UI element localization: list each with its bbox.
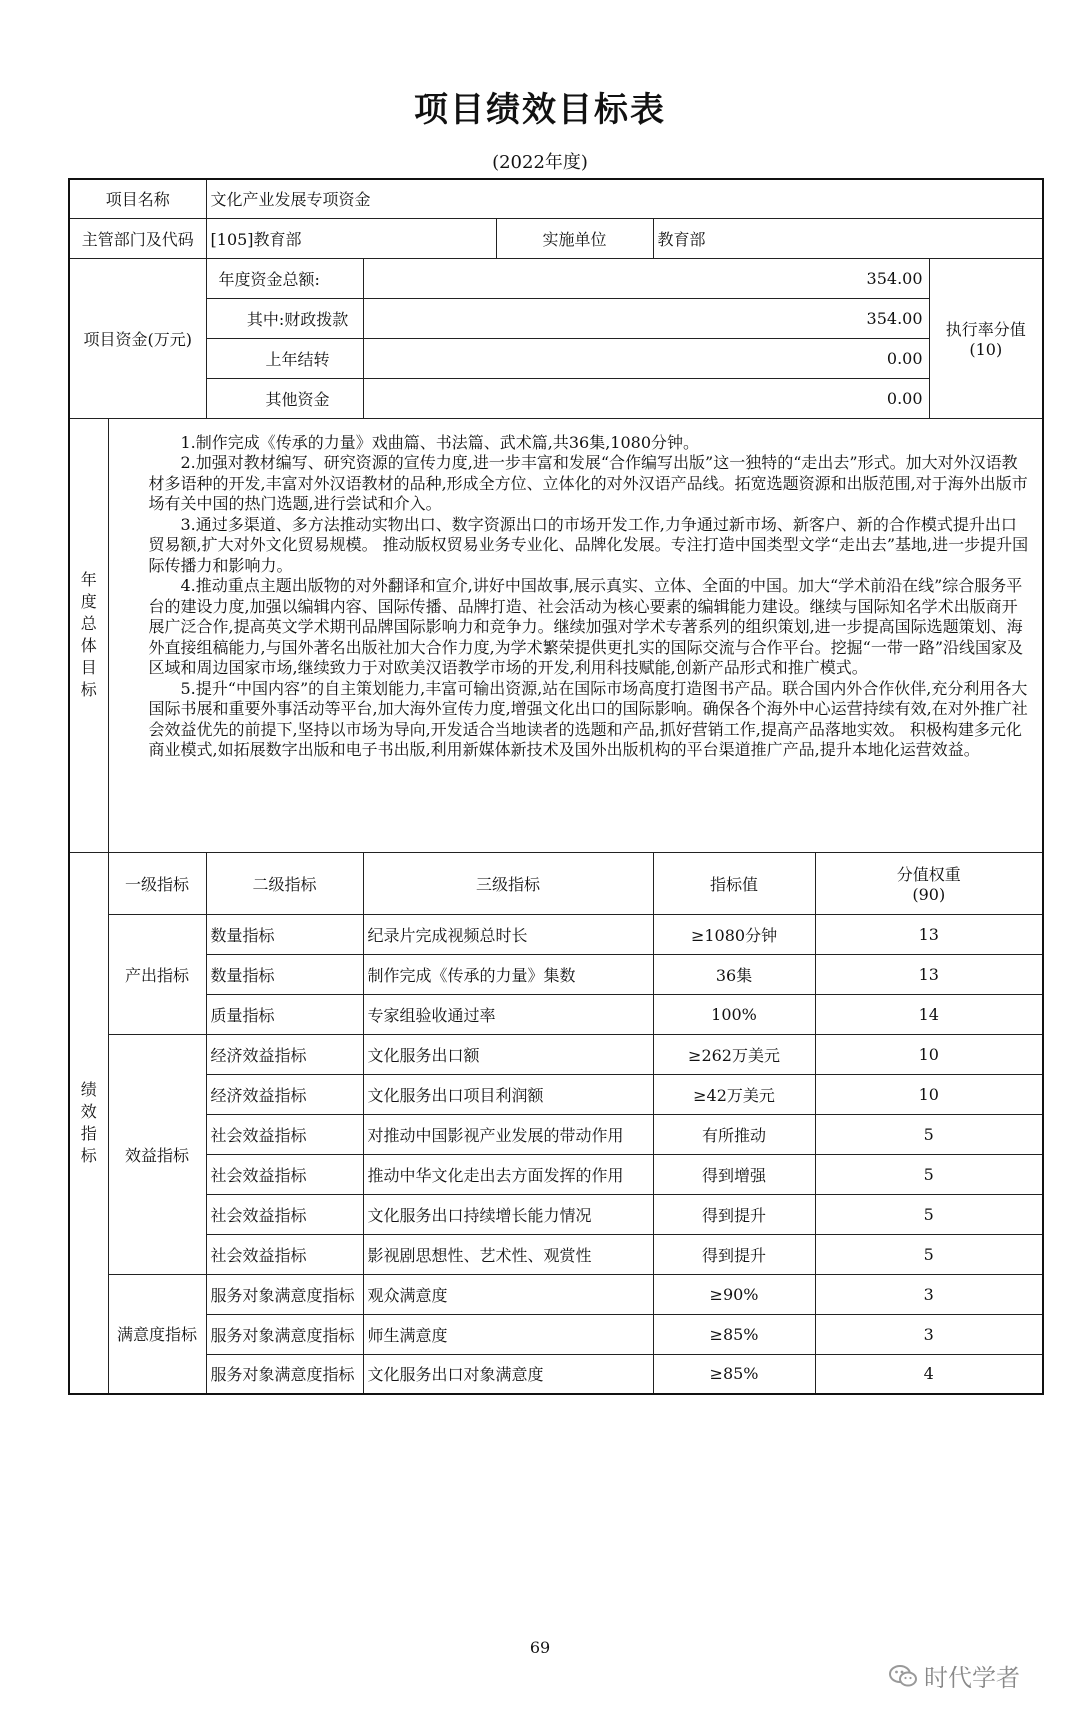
project-name-label: 项目名称: [69, 179, 206, 218]
header-weight-label: 分值权重: [896, 865, 961, 884]
level3-cell: 对推动中国影视产业发展的带动作用: [363, 1114, 653, 1154]
level3-cell: 影视剧思想性、艺术性、观赏性: [363, 1234, 653, 1274]
table-row: [69, 1354, 1043, 1394]
level2-cell: 经济效益指标: [206, 1034, 363, 1074]
level2-cell: 社会效益指标: [206, 1194, 363, 1234]
value-cell: 得到提升: [653, 1234, 815, 1274]
implementer-value: 教育部: [653, 218, 1043, 258]
level2-cell: 社会效益指标: [206, 1234, 363, 1274]
weight-cell: 5: [815, 1234, 1043, 1274]
weight-cell: 5: [815, 1154, 1043, 1194]
weight-cell: 10: [815, 1074, 1043, 1114]
funds-total-label: 年度资金总额:: [206, 258, 363, 298]
level3-cell: 文化服务出口对象满意度: [363, 1354, 653, 1394]
department-row: [69, 218, 1043, 258]
table-row: [69, 1194, 1043, 1234]
level2-cell: 社会效益指标: [206, 1114, 363, 1154]
table-row: [69, 1074, 1043, 1114]
level3-cell: 文化服务出口持续增长能力情况: [363, 1194, 653, 1234]
goal-paragraph: 5.提升“中国内容”的自主策划能力,丰富可输出资源,站在国际市场高度打造图书产品。联合国内外合作伙伴,充分利用各大国际书展和重要外事活动等平台,加大海外宣传力度,增强文化出口的国际影响。确保各个海外中心运营持续有效,在对外推广社会效益优先的前提下,坚持以市场为导向,开发适合当地读者的选题和产品,抓好营销工作,提高产品落地实效。 积极构建多元化商业模式,如拓展数字出版和电子书出版,利用新媒体新技术及国外出版机构的平台渠道推广产品,提升本地化运营效益。: [148, 678, 1028, 759]
fiscal-year: (2022年度): [492, 152, 588, 173]
value-cell: 有所推动: [653, 1114, 815, 1154]
funds-fiscal-label: 其中:财政拨款: [206, 298, 363, 338]
level3-cell: 制作完成《传承的力量》集数: [363, 954, 653, 994]
table-row: [69, 1114, 1043, 1154]
funds-fiscal-value: 354.00: [363, 298, 929, 338]
level1-satisfaction: 满意度指标: [108, 1274, 206, 1394]
value-cell: 100%: [653, 994, 815, 1034]
header-weight-total: (90): [912, 885, 946, 904]
value-cell: ≥42万美元: [653, 1074, 815, 1114]
level3-cell: 推动中华文化走出去方面发挥的作用: [363, 1154, 653, 1194]
goal-paragraph: 2.加强对教材编写、研究资源的宣传力度,进一步丰富和发展“合作编写出版”这一独特的“走出去”形式。加大对外汉语教材多语种的开发,丰富对外汉语教材的品种,形成全方位、立体化的对外汉语产品线。拓宽选题资源和出版范围,对于海外出版市场有关中国的热门选题,进行尝试和介入。: [148, 453, 1028, 513]
weight-cell: 5: [815, 1114, 1043, 1154]
level3-cell: 专家组验收通过率: [363, 994, 653, 1034]
weight-cell: 3: [815, 1274, 1043, 1314]
annual-goal-label: 年度总体目标: [69, 418, 108, 852]
funds-other-label: 其他资金: [206, 378, 363, 418]
indicator-header-row: [69, 852, 1043, 914]
weight-cell: 13: [815, 954, 1043, 994]
level3-cell: 师生满意度: [363, 1314, 653, 1354]
level2-cell: 质量指标: [206, 994, 363, 1034]
level2-cell: 服务对象满意度指标: [206, 1314, 363, 1354]
level1-output: 产出指标: [108, 914, 206, 1034]
page-title: 项目绩效目标表: [414, 90, 666, 130]
project-name-row: [69, 179, 1043, 218]
header-level2: 二级指标: [206, 852, 363, 914]
header-level1: 一级指标: [108, 852, 206, 914]
annual-goal-row: [69, 418, 1043, 852]
funds-row-total: [69, 258, 1043, 298]
page-number: 69: [529, 1638, 551, 1657]
level2-cell: 数量指标: [206, 954, 363, 994]
table-row: [69, 994, 1043, 1034]
table-row: [69, 1274, 1043, 1314]
funds-total-value: 354.00: [363, 258, 929, 298]
value-cell: 36集: [653, 954, 815, 994]
value-cell: ≥85%: [653, 1354, 815, 1394]
goal-paragraph: 3.通过多渠道、多方法推动实物出口、数字资源出口的市场开发工作,力争通过新市场、新客户、新的合作模式提升出口贸易额,扩大对外文化贸易规模。 推动版权贸易业务专业化、品牌化发展。专注打造中国类型文学“走出去”基地,进一步提升国际传播力和影响力。: [148, 514, 1029, 575]
level2-cell: 服务对象满意度指标: [206, 1274, 363, 1314]
weight-cell: 4: [815, 1354, 1043, 1394]
department-value: [105]教育部: [206, 218, 496, 258]
watermark: [888, 1658, 1020, 1693]
funds-other-value: 0.00: [363, 378, 929, 418]
department-label: 主管部门及代码: [69, 218, 206, 258]
funds-row-fiscal: [69, 298, 1043, 338]
value-cell: ≥262万美元: [653, 1034, 815, 1074]
annual-goal-text: [108, 418, 1043, 852]
value-cell: 得到提升: [653, 1194, 815, 1234]
weight-cell: 5: [815, 1194, 1043, 1234]
weight-cell: 10: [815, 1034, 1043, 1074]
level2-cell: 服务对象满意度指标: [206, 1354, 363, 1394]
wechat-icon: [888, 1664, 918, 1688]
performance-table: [68, 178, 1044, 1395]
level3-cell: 纪录片完成视频总时长: [363, 914, 653, 954]
value-cell: ≥85%: [653, 1314, 815, 1354]
weight-cell: 13: [815, 914, 1043, 954]
goal-paragraph: 1.制作完成《传承的力量》戏曲篇、书法篇、武术篇,共36集,1080分钟。: [180, 432, 700, 452]
execution-rate-label: 执行率分值: [945, 320, 1026, 339]
watermark-text: 时代学者: [924, 1664, 1020, 1692]
table-row: [69, 1234, 1043, 1274]
level2-cell: 数量指标: [206, 914, 363, 954]
project-name-value: 文化产业发展专项资金: [206, 179, 1043, 218]
funds-row-carryover: [69, 338, 1043, 378]
level3-cell: 观众满意度: [363, 1274, 653, 1314]
level3-cell: 文化服务出口项目利润额: [363, 1074, 653, 1114]
value-cell: ≥90%: [653, 1274, 815, 1314]
indicators-label: 绩效指标: [69, 852, 108, 1394]
execution-rate-cell: [929, 258, 1043, 418]
table-row: [69, 1314, 1043, 1354]
table-row: [69, 1034, 1043, 1074]
value-cell: ≥1080分钟: [653, 914, 815, 954]
level2-cell: 经济效益指标: [206, 1074, 363, 1114]
table-row: [69, 1154, 1043, 1194]
header-weight: [815, 852, 1043, 914]
implementer-label: 实施单位: [496, 218, 653, 258]
header-level3: 三级指标: [363, 852, 653, 914]
funds-carryover-label: 上年结转: [206, 338, 363, 378]
table-row: [69, 954, 1043, 994]
funds-carryover-value: 0.00: [363, 338, 929, 378]
goal-paragraph: 4.推动重点主题出版物的对外翻译和宣介,讲好中国故事,展示真实、立体、全面的中国。加大“学术前沿在线”综合服务平台的建设力度,加强以编辑内容、国际传播、品牌打造、社会活动为核心要素的编辑能力建设。继续与国际知名学术出版商开展广泛合作,提高英文学术期刊品牌国际影响力和竞争力。继续加强对学术专著系列的组织策划,进一步提高国际选题策划、海外直接组稿能力,与国外著名出版社加大合作力度,为学术繁荣提供更扎实的国际交流与合作平台。挖掘“一带一路”沿线国家及区域和周边国家市场,继续致力于对欧美汉语教学市场的开发,利用科技赋能,创新产品形式和推广模式。: [148, 576, 1024, 677]
header-value: 指标值: [653, 852, 815, 914]
weight-cell: 3: [815, 1314, 1043, 1354]
funds-label: 项目资金(万元): [69, 258, 206, 418]
funds-row-other: [69, 378, 1043, 418]
execution-rate-score: (10): [969, 340, 1003, 359]
level2-cell: 社会效益指标: [206, 1154, 363, 1194]
table-row: [69, 914, 1043, 954]
level3-cell: 文化服务出口额: [363, 1034, 653, 1074]
value-cell: 得到增强: [653, 1154, 815, 1194]
weight-cell: 14: [815, 994, 1043, 1034]
level1-benefit: 效益指标: [108, 1034, 206, 1274]
